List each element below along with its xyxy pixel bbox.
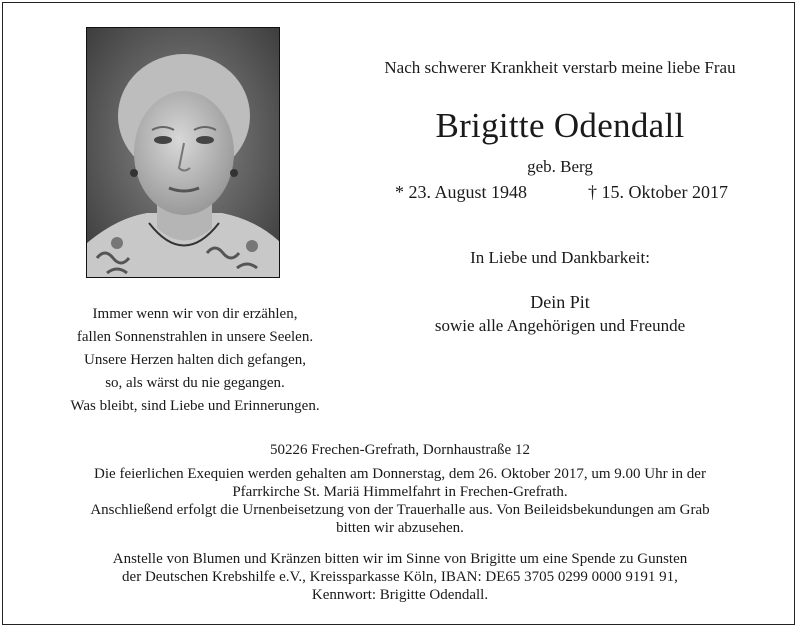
poem-line: fallen Sonnenstrahlen in unsere Seelen.: [76, 329, 314, 345]
poem-line: so, als wärst du nie gegangen.: [105, 375, 285, 391]
funeral-line: bitten wir abzusehen.: [336, 520, 464, 536]
address: 50226 Frechen-Grefrath, Dornhaustraße 12: [270, 442, 530, 458]
portrait-photo: [86, 27, 280, 278]
funeral-line: Pfarrkirche St. Mariä Himmelfahrt in Frechen-Grefrath.: [232, 484, 568, 500]
signer-name: Dein Pit: [530, 292, 590, 312]
maiden-name: geb. Berg: [527, 157, 593, 176]
family-line: sowie alle Angehörigen und Freunde: [434, 316, 686, 335]
deceased-name: Brigitte Odendall: [435, 106, 685, 145]
donation-line: Kennwort: Brigitte Odendall.: [311, 587, 489, 603]
funeral-line: Die feierlichen Exequien werden gehalten am Donnerstag, dem 26. Oktober 2017, um 9.00 Uhr in der: [94, 466, 706, 482]
portrait-image: [87, 28, 280, 278]
poem-line: Immer wenn wir von dir erzählen,: [92, 306, 298, 322]
poem-line: Unsere Herzen halten dich gefangen,: [84, 352, 306, 368]
donation-line: Anstelle von Blumen und Kränzen bitten wir im Sinne von Brigitte um eine Spende zu Gunsten: [112, 551, 688, 567]
thanks-line: In Liebe und Dankbarkeit:: [470, 248, 650, 267]
birth-date: * 23. August 1948: [395, 182, 528, 202]
donation-line: der Deutschen Krebshilfe e.V., Kreissparkasse Köln, IBAN: DE65 3705 0299 0000 9191 91,: [122, 569, 678, 585]
poem: [50, 303, 340, 418]
intro-text: Nach schwerer Krankheit verstarb meine liebe Frau: [384, 58, 736, 77]
donation-details: [40, 550, 760, 604]
funeral-details: [40, 465, 760, 537]
poem-line: Was bleibt, sind Liebe und Erinnerungen.: [70, 398, 320, 414]
death-date: † 15. Oktober 2017: [588, 182, 728, 202]
funeral-line: Anschließend erfolgt die Urnenbeisetzung von der Trauerhalle aus. Von Beileidsbekundungen am Grab: [90, 502, 710, 518]
